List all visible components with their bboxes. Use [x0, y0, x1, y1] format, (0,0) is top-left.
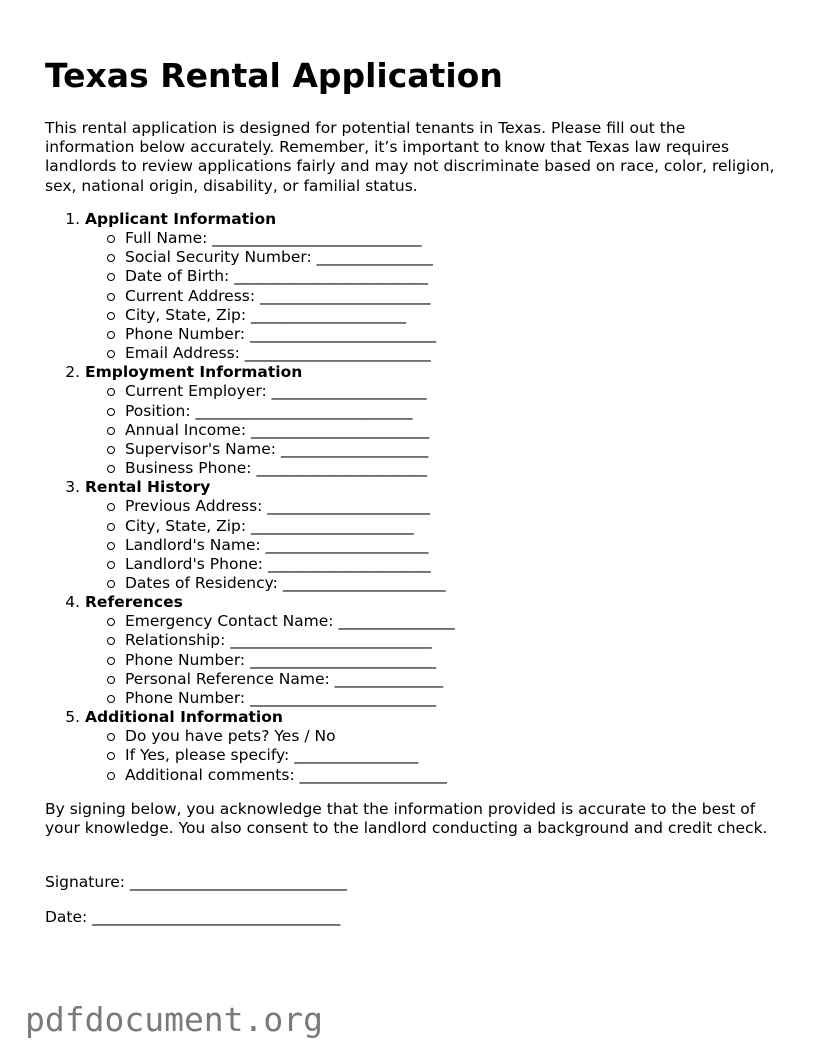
- watermark: pdfdocument.org: [25, 1000, 324, 1039]
- section-rental-history: [85, 478, 455, 593]
- field-list: [85, 727, 455, 784]
- field-current-address: Current Address: ______________________: [125, 287, 455, 306]
- field-business-phone: Business Phone: ______________________: [125, 459, 455, 478]
- section-title: References: [85, 593, 183, 612]
- acknowledgement-paragraph: By signing below, you acknowledge that the information provided is accurate to the best of your knowledge. You also consent to the landlord conducting a background and credit check.: [45, 800, 768, 838]
- intro-paragraph: This rental application is designed for potential tenants in Texas. Please fill out the information below accurately. Remember, it’s important to know that Texas law requires landlords to review applications fairly and may not discriminate based on race, color, religion, sex, national origin, disability, or familial status.: [45, 119, 775, 195]
- section-employment-information: [85, 363, 455, 478]
- field-phone-number: Phone Number: ________________________: [125, 689, 455, 708]
- field-pets-specify: If Yes, please specify: ________________: [125, 746, 455, 765]
- field-list: [85, 382, 455, 478]
- field-phone-number: Phone Number: ________________________: [125, 651, 455, 670]
- section-title: Rental History: [85, 478, 211, 497]
- field-current-employer: Current Employer: ____________________: [125, 382, 455, 401]
- field-emergency-contact-name: Emergency Contact Name: _______________: [125, 612, 455, 631]
- field-full-name: Full Name: ___________________________: [125, 229, 455, 248]
- field-landlord-phone: Landlord's Phone: _____________________: [125, 555, 455, 574]
- section-applicant-information: [85, 210, 455, 363]
- section-title: Employment Information: [85, 363, 303, 382]
- field-additional-comments: Additional comments: ___________________: [125, 766, 455, 785]
- field-ssn: Social Security Number: _______________: [125, 248, 455, 267]
- field-supervisor-name: Supervisor's Name: ___________________: [125, 440, 455, 459]
- section-title: Applicant Information: [85, 210, 277, 228]
- sections-list: [45, 210, 455, 785]
- field-date-of-birth: Date of Birth: _________________________: [125, 267, 455, 286]
- document-title: Texas Rental Application: [45, 56, 503, 95]
- field-email-address: Email Address: ________________________: [125, 344, 455, 363]
- section-title: Additional Information: [85, 708, 283, 727]
- field-list: [85, 612, 455, 708]
- field-personal-reference-name: Personal Reference Name: ______________: [125, 670, 455, 689]
- field-previous-address: Previous Address: _____________________: [125, 497, 455, 516]
- field-position: Position: ____________________________: [125, 402, 455, 421]
- section-references: [85, 593, 455, 708]
- signature-line: Signature: ____________________________: [45, 873, 347, 891]
- field-dates-of-residency: Dates of Residency: _____________________: [125, 574, 455, 593]
- field-phone-number: Phone Number: ________________________: [125, 325, 455, 344]
- field-city-state-zip: City, State, Zip: ____________________: [125, 306, 455, 325]
- field-list: [85, 229, 455, 363]
- field-landlord-name: Landlord's Name: _____________________: [125, 536, 455, 555]
- field-relationship: Relationship: __________________________: [125, 631, 455, 650]
- section-additional-information: [85, 708, 455, 785]
- field-pets: Do you have pets? Yes / No: [125, 727, 455, 746]
- field-annual-income: Annual Income: _______________________: [125, 421, 455, 440]
- field-list: [85, 497, 455, 593]
- date-line: Date: ________________________________: [45, 908, 341, 926]
- field-city-state-zip: City, State, Zip: _____________________: [125, 517, 455, 536]
